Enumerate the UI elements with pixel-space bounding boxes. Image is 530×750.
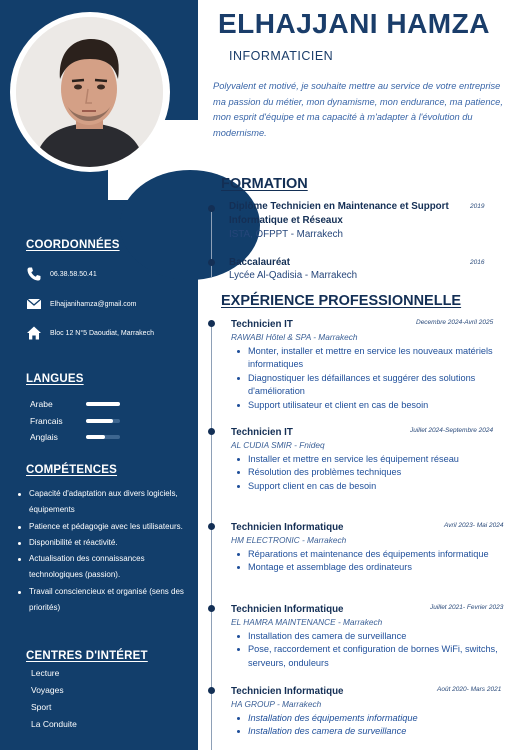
language-item (30, 399, 150, 411)
experience-date: Juillet 2024-Septembre 2024 (410, 427, 494, 434)
experience-tasks (236, 453, 498, 493)
interest-item: Lecture (31, 668, 60, 678)
language-level-bar (86, 419, 120, 423)
interest-item: Voyages (31, 685, 64, 695)
list-item: Montage et assemblage des ordinateurs (236, 561, 498, 574)
contact-heading: COORDONNÉES (26, 239, 120, 251)
job-title: INFORMATICIEN (229, 49, 334, 63)
timeline-dot (208, 205, 215, 212)
experience-tasks (236, 345, 498, 412)
phone-text[interactable]: 06.38.58.50.41 (50, 270, 97, 278)
experience-company: RAWABI Hôtel & SPA - Marrakech (231, 332, 358, 342)
skill-item: Disponibilité et réactivité. (18, 535, 190, 551)
experience-tasks (236, 548, 498, 575)
language-level-fill (86, 402, 120, 406)
timeline-dot (208, 523, 215, 530)
contact-address (26, 325, 154, 341)
formation-title: Baccalauréat (229, 257, 290, 268)
list-item: Support client en cas de besoin (236, 480, 498, 493)
language-level-fill (86, 419, 113, 423)
candidate-name: ELHAJJANI HAMZA (218, 8, 490, 39)
interest-item: La Conduite (31, 719, 77, 729)
experience-date: Decembre 2024-Avril 2025 (416, 319, 494, 326)
timeline-dot (208, 320, 215, 327)
experience-company: AL CUDIA SMIR - Fnideq (231, 440, 325, 450)
skill-item: Patience et pédagogie avec les utilisateurs. (18, 519, 190, 535)
experience-heading: EXPÉRIENCE PROFESSIONNELLE (221, 293, 462, 309)
email-icon (26, 296, 42, 312)
phone-icon (26, 266, 42, 282)
formation-title: Diplôme Technicien en Maintenance et Support Informatique et Réseaux (229, 201, 449, 226)
list-item: Monter, installer et mettre en service les nouveaux matériels informatiques (236, 345, 498, 372)
experience-company: EL HAMRA MAINTENANCE - Marrakech (231, 617, 383, 627)
list-item: Installation des équipements informatique (236, 712, 498, 725)
timeline-dot (208, 259, 215, 266)
language-level-bar (86, 435, 120, 439)
address-text: Bloc 12 N°5 Daoudiat, Marrakech (50, 329, 154, 337)
experience-title: Technicien IT (231, 319, 293, 330)
contact-email (26, 296, 136, 312)
skills-heading: COMPÉTENCES (26, 464, 118, 476)
timeline-dot (208, 605, 215, 612)
list-item: Réparations et maintenance des équipements informatique (236, 548, 498, 561)
language-label: Francais (30, 415, 63, 426)
experience-date: Juillet 2021- Fevrier 2023 (430, 604, 504, 611)
timeline-dot (208, 428, 215, 435)
experience-title: Technicien Informatique (231, 522, 344, 533)
profile-photo (16, 17, 163, 167)
experience-tasks (236, 630, 498, 670)
interests-heading: CENTRES D'INTÉRET (26, 650, 148, 662)
formation-year: 2019 (470, 203, 485, 210)
languages-heading: LANGUES (26, 373, 84, 385)
list-item: Installer et mettre en service les équipement réseau (236, 453, 498, 466)
experience-company: HM ELECTRONIC - Marrakech (231, 535, 347, 545)
experience-company: HA GROUP - Marrakech (231, 699, 322, 709)
skill-item: Capacité d'adaptation aux divers logiciels, équipements (18, 486, 190, 519)
experience-date: Août 2020- Mars 2021 (437, 686, 502, 693)
home-icon (26, 325, 42, 341)
formation-year: 2016 (470, 259, 485, 266)
formation-heading: FORMATION (221, 176, 308, 192)
email-text[interactable]: Elhajjanihamza@gmail.com (50, 300, 137, 308)
formation-place: ISTA, OFPPT - Marrakech (229, 229, 343, 240)
list-item: Support utilisateur et client en cas de besoin (236, 399, 498, 412)
list-item: Pose, raccordement et configuration de bornes WiFi, switchs, serveurs, onduleurs (236, 643, 498, 670)
contact-phone (26, 266, 97, 282)
experience-title: Technicien IT (231, 427, 293, 438)
experience-date: Avril 2023- Mai 2024 (444, 522, 504, 529)
language-item (30, 432, 150, 444)
interest-item: Sport (31, 702, 52, 712)
timeline-dot (208, 687, 215, 694)
experience-tasks (236, 712, 498, 739)
language-item (30, 416, 150, 428)
formation-place: Lycée Al-Qadisia - Marrakech (229, 270, 358, 281)
skills-list (18, 486, 190, 616)
language-label: Arabe (30, 399, 53, 409)
profile-summary: Polyvalent et motivé, je souhaite mettre au service de votre entreprise ma passion du métier, mon dynamisme, mon endurance, ma patience, mon esprit d'équipe et ma capacité à m'adapter à l'évolution du modernisme. (213, 81, 503, 138)
skill-item: Actualisation des connaissances technologiques (passion). (18, 551, 190, 584)
language-label: Anglais (30, 432, 58, 442)
list-item: Diagnostiquer les défaillances et suggérer des solutions d'amélioration (236, 372, 498, 399)
experience-title: Technicien Informatique (231, 686, 344, 697)
skill-item: Travail consciencieux et organisé (sens des priorités) (18, 584, 190, 617)
formation-timeline (211, 207, 212, 277)
profile-photo-illustration (16, 17, 163, 167)
list-item: Installation des camera de surveillance (236, 630, 498, 643)
list-item: Installation des camera de surveillance (236, 725, 498, 738)
language-level-fill (86, 435, 105, 439)
experience-timeline (211, 322, 212, 750)
list-item: Résolution des problèmes techniques (236, 466, 498, 479)
experience-title: Technicien Informatique (231, 604, 344, 615)
language-level-bar (86, 402, 120, 406)
